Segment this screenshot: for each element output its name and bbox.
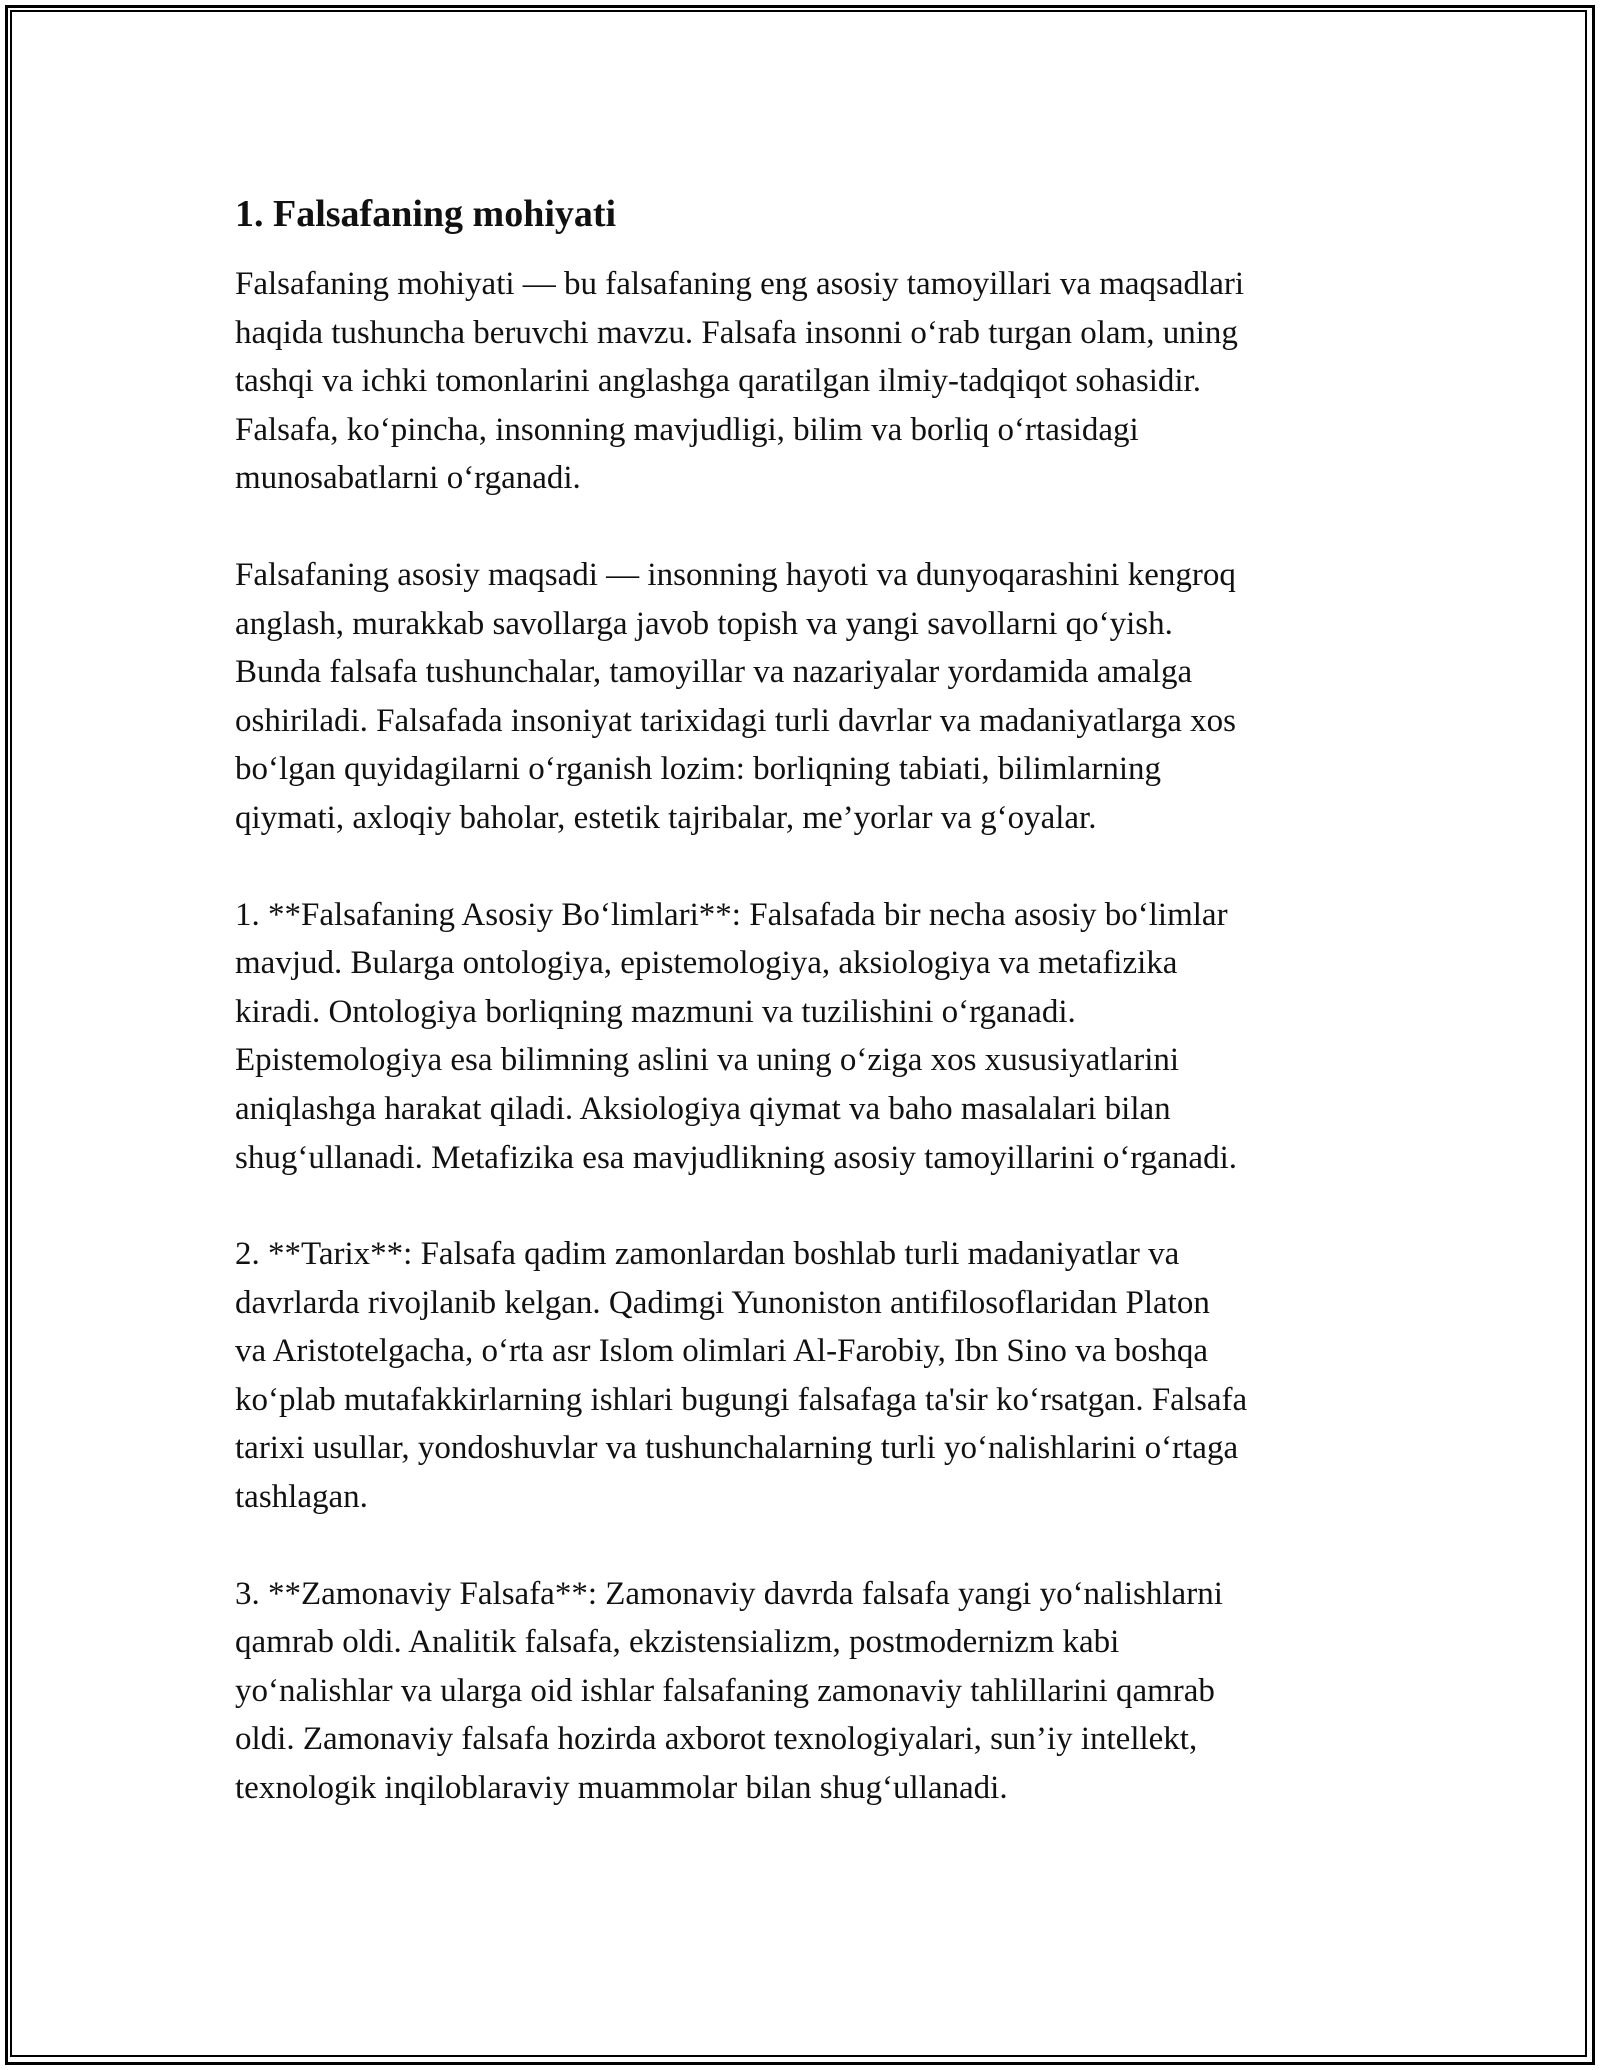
paragraph-main-branches: 1. **Falsafaning Asosiy Boʻlimlari**: Falsafada bir necha asosiy boʻlimlar mavjud. Bularga ontologiya, epistemologiya, aksiologiya va metafizika kiradi. Ontologiya borliqning mazmuni va tuzilishini oʻrganadi. Epistemologiya esa bilimning aslini va uning oʻziga xos xususiyatlarini aniqlashga harakat qiladi. Aksiologiya qiymat va baho masalalari bilan shugʻullanadi. Metafizika esa mavjudlikning asosiy tamoyillarini oʻrganadi.: [235, 896, 1237, 1176]
paragraph-modern-philosophy: 3. **Zamonaviy Falsafa**: Zamonaviy davrda falsafa yangi yoʻnalishlarni qamrab oldi. Analitik falsafa, ekzistensializm, postmodernizm kabi yoʻnalishlar va ularga oid ishlar falsafaning zamonaviy tahlillarini qamrab oldi. Zamonaviy falsafa hozirda axborot texnologiyalari, sun’iy intellekt, texnologik inqiloblaraviy muammolar bilan shugʻullanadi.: [235, 1575, 1223, 1807]
section-heading: 1. Falsafaning mohiyati: [235, 193, 617, 235]
paragraph-main-goal: Falsafaning asosiy maqsadi — insonning hayoti va dunyoqarashini kengroq anglash, murakkab savollarga javob topish va yangi savollarni qoʻyish. Bunda falsafa tushunchalar, tamoyillar va nazariyalar yordamida amalga oshiriladi. Falsafada insoniyat tarixidagi turli davrlar va madaniyatlarga xos boʻlgan quyidagilarni oʻrganish lozim: borliqning tabiati, bilimlarning qiymati, axloqiy baholar, estetik tajribalar, me’yorlar va gʻoyalar.: [235, 556, 1237, 836]
paragraph-essence: Falsafaning mohiyati — bu falsafaning eng asosiy tamoyillari va maqsadlari haqida tushuncha beruvchi mavzu. Falsafa insonni oʻrab turgan olam, uning tashqi va ichki tomonlarini anglashga qaratilgan ilmiy-tadqiqot sohasidir. Falsafa, koʻpincha, insonning mavjudligi, bilim va borliq oʻrtasidagi munosabatlarni oʻrganadi.: [235, 266, 1244, 497]
paragraph-history: 2. **Tarix**: Falsafa qadim zamonlardan boshlab turli madaniyatlar va davrlarda rivojlanib kelgan. Qadimgi Yunoniston antifilosoflaridan Platon va Aristotelgacha, oʻrta asr Islom olimlari Al-Farobiy, Ibn Sino va boshqa koʻplab mutafakkirlarning ishlari bugungi falsafaga ta'sir koʻrsatgan. Falsafa tarixi usullar, yondoshuvlar va tushunchalarning turli yoʻnalishlarini oʻrtaga tashlagan.: [235, 1236, 1248, 1516]
document-page: [235, 188, 1375, 1813]
